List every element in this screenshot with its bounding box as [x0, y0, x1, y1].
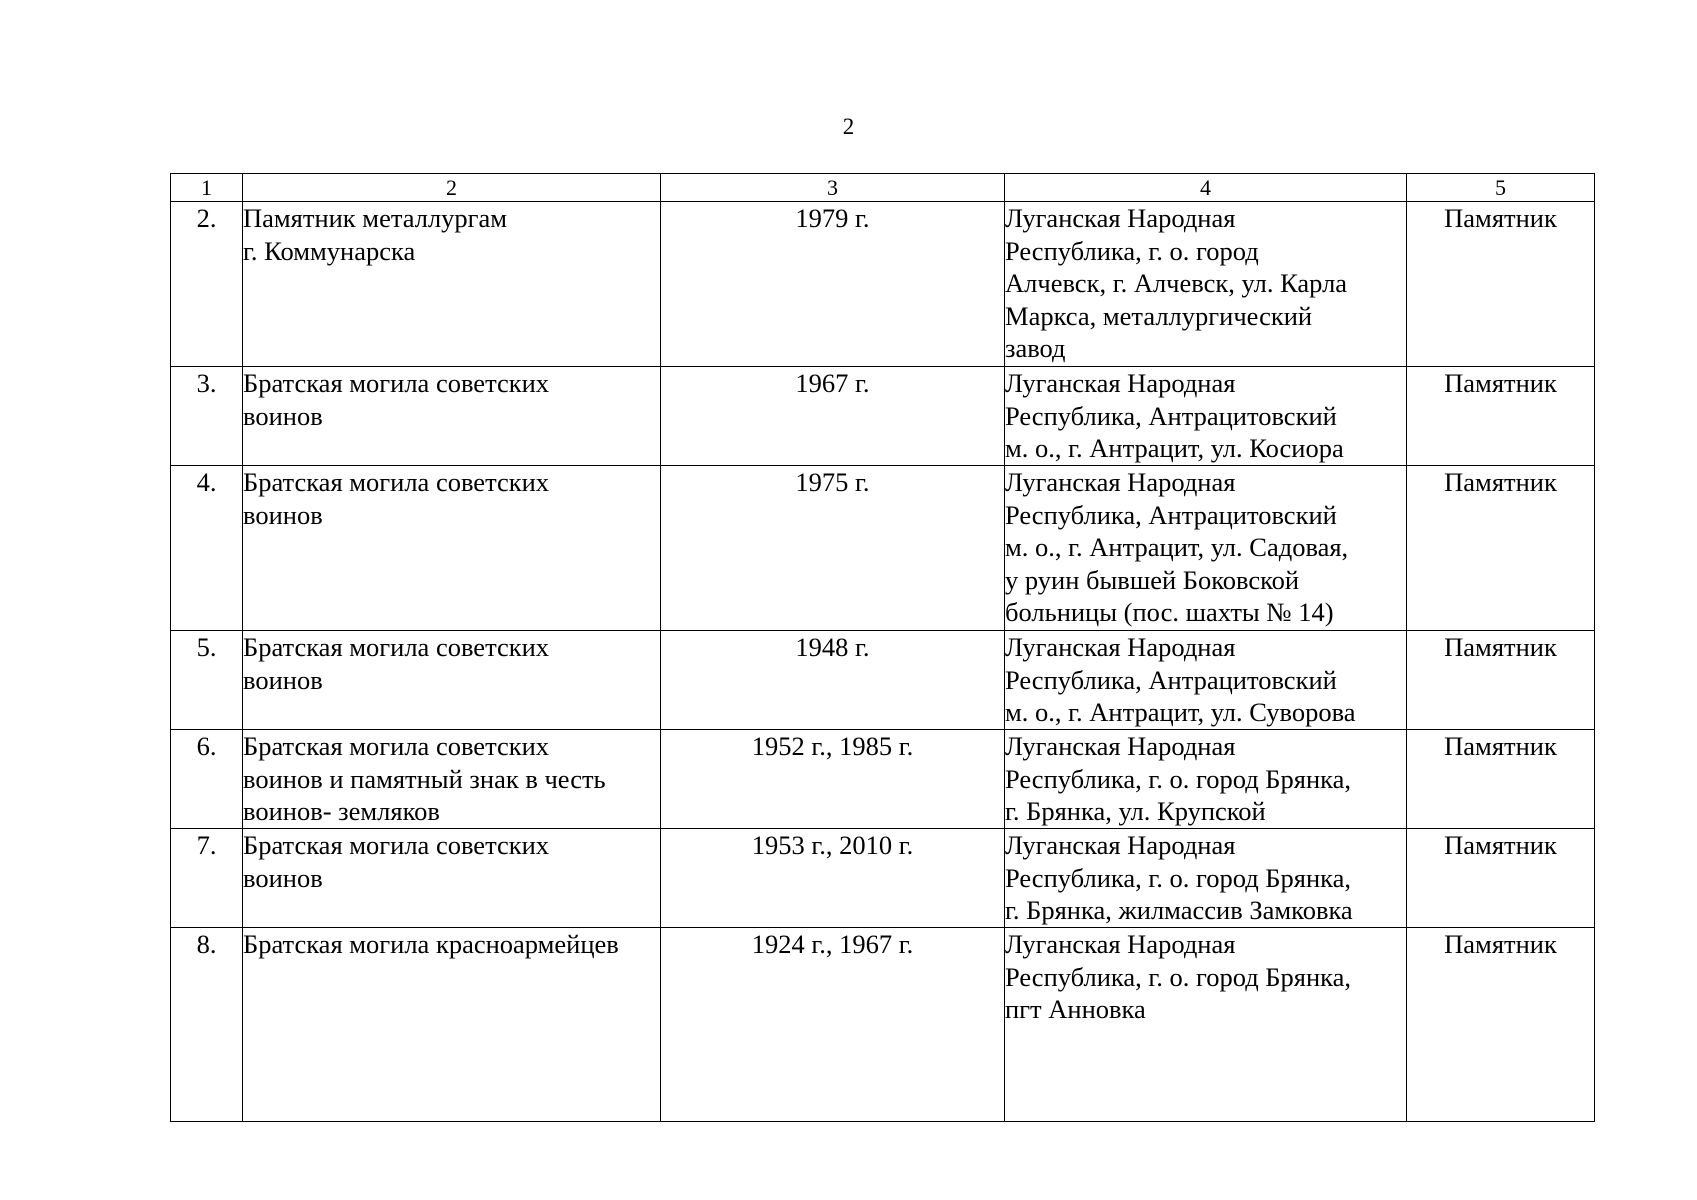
monument-location: Луганская Народная Республика, Антрацитовский м. о., г. Антрацит, ул. Суворова [1005, 631, 1407, 730]
monument-type: Памятник [1407, 202, 1595, 367]
monument-type: Памятник [1407, 928, 1595, 1122]
page-number: 2 [842, 114, 855, 139]
monument-year: 1967 г. [661, 367, 1005, 466]
table-row [171, 730, 1595, 829]
monument-name: Братская могила советских воинов и памятный знак в честь воинов- земляков [243, 730, 661, 829]
monument-name: Братская могила советских воинов [243, 367, 661, 466]
column-number-header: 2 [243, 174, 661, 202]
column-number-header: 1 [171, 174, 243, 202]
monument-type: Памятник [1407, 829, 1595, 928]
monument-type: Памятник [1407, 466, 1595, 631]
monument-name: Братская могила советских воинов [243, 466, 661, 631]
monuments-table [170, 173, 1595, 1122]
row-number: 6. [171, 730, 243, 829]
monument-name: Братская могила красноармейцев [243, 928, 661, 1122]
table-row [171, 631, 1595, 730]
monument-location: Луганская Народная Республика, г. о. город Брянка, г. Брянка, ул. Крупской [1005, 730, 1407, 829]
monument-location: Луганская Народная Республика, г. о. город Брянка, г. Брянка, жилмассив Замковка [1005, 829, 1407, 928]
monument-year: 1979 г. [661, 202, 1005, 367]
monument-location: Луганская Народная Республика, Антрацитовский м. о., г. Антрацит, ул. Садовая, у руин бывшей Боковской больницы (пос. шахты № 14) [1005, 466, 1407, 631]
monument-name: Братская могила советских воинов [243, 829, 661, 928]
monument-year: 1952 г., 1985 г. [661, 730, 1005, 829]
monument-name: Памятник металлургам г. Коммунарска [243, 202, 661, 367]
row-number: 3. [171, 367, 243, 466]
monument-location: Луганская Народная Республика, г. о. город Алчевск, г. Алчевск, ул. Карла Маркса, металлургический завод [1005, 202, 1407, 367]
monument-location: Луганская Народная Республика, г. о. город Брянка, пгт Анновка [1005, 928, 1407, 1122]
table-row [171, 829, 1595, 928]
monument-year: 1924 г., 1967 г. [661, 928, 1005, 1122]
table-row [171, 928, 1595, 1122]
table-row [171, 202, 1595, 367]
monument-year: 1953 г., 2010 г. [661, 829, 1005, 928]
row-number: 7. [171, 829, 243, 928]
monument-type: Памятник [1407, 367, 1595, 466]
column-number-header: 5 [1407, 174, 1595, 202]
table-row [171, 367, 1595, 466]
row-number: 8. [171, 928, 243, 1122]
table-header-row [171, 174, 1595, 202]
column-number-header: 3 [661, 174, 1005, 202]
row-number: 2. [171, 202, 243, 367]
column-number-header: 4 [1005, 174, 1407, 202]
monument-name: Братская могила советских воинов [243, 631, 661, 730]
monument-year: 1948 г. [661, 631, 1005, 730]
monument-type: Памятник [1407, 631, 1595, 730]
row-number: 4. [171, 466, 243, 631]
row-number: 5. [171, 631, 243, 730]
table-row [171, 466, 1595, 631]
monument-type: Памятник [1407, 730, 1595, 829]
monument-year: 1975 г. [661, 466, 1005, 631]
monument-location: Луганская Народная Республика, Антрацитовский м. о., г. Антрацит, ул. Косиора [1005, 367, 1407, 466]
